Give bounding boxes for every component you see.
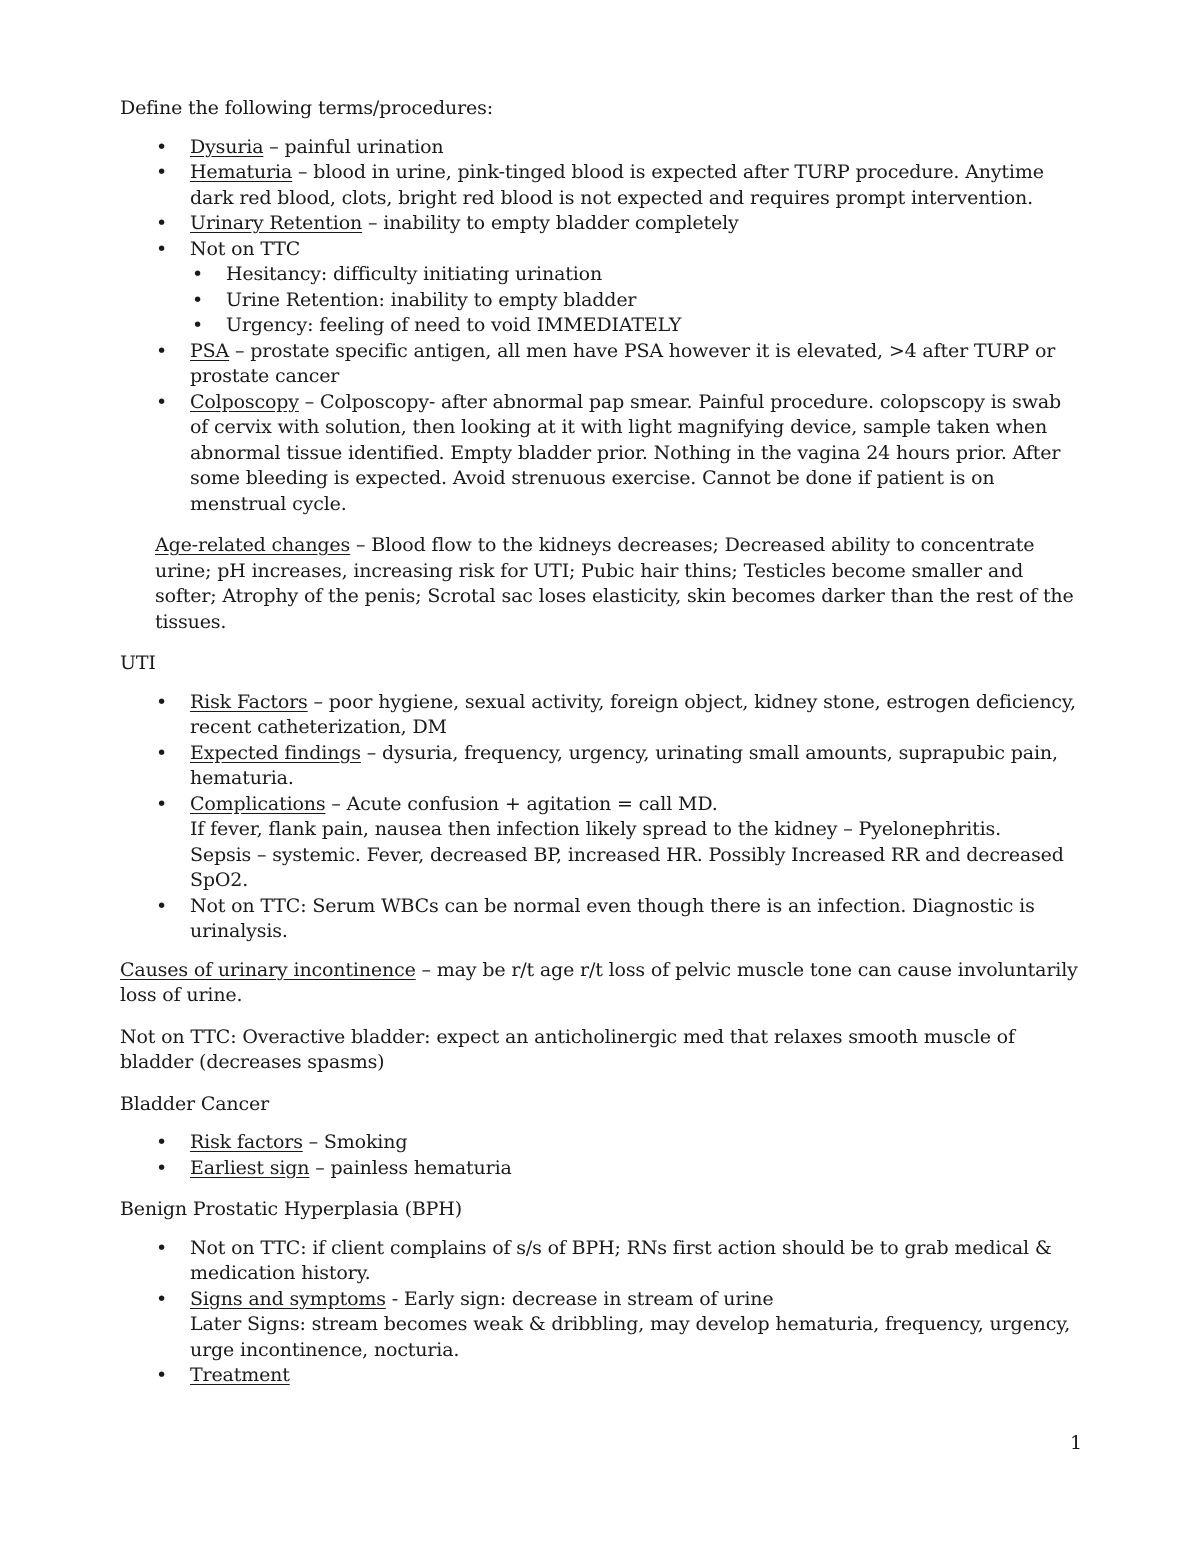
definition: – painless hematuria (309, 1156, 512, 1179)
definition: – prostate specific antigen, all men have PSA however it is elevated, >4 after TURP or prostate cancer (190, 339, 1056, 387)
list-item (120, 741, 1085, 792)
list-item (120, 1130, 1085, 1156)
uti-list (120, 690, 1085, 945)
term: PSA (190, 339, 230, 362)
list-item (120, 135, 1085, 161)
definition: – Colposcopy- after abnormal pap smear. Painful procedure. colopscopy is swab of cervix with solution, then looking at it with light magnifying device, sample taken when abnormal tissue identified. Empty bladder prior. Nothing in the vagina 24 hours prior. After some bleeding is expected. Avoid strenuous exercise. Cannot be done if patient is on menstrual cycle. (190, 390, 1062, 515)
term: Urinary Retention (190, 212, 363, 234)
term: Dysuria (190, 135, 264, 158)
definition: – may be r/t age r/t loss of pelvic muscle tone can cause involuntarily loss of urine. (120, 958, 1078, 1006)
definition: – Acute confusion + agitation = call MD. (325, 792, 718, 815)
bph-list (120, 1236, 1085, 1389)
list-item (120, 237, 1085, 263)
term: Risk Factors (190, 690, 308, 713)
overactive-bladder-paragraph: Not on TTC: Overactive bladder: expect an anticholinergic med that relaxes smooth muscle of bladder (decreases spasms) (120, 1025, 1015, 1073)
term: Treatment (190, 1364, 290, 1386)
definition: – dysuria, frequency, urgency, urinating small amounts, suprapubic pain, hematuria. (190, 741, 1058, 789)
definition: – poor hygiene, sexual activity, foreign object, kidney stone, estrogen deficiency, recent catheterization, DM (190, 690, 1076, 738)
definition: – Blood flow to the kidneys decreases; Decreased ability to concentrate urine; pH increases, increasing risk for UTI; Pubic hair thins; Testicles become smaller and softer; Atrophy of the penis; Scrotal sac loses elasticity, skin becomes darker than the rest of the tissues. (155, 534, 1074, 633)
complication-line: Sepsis – systemic. Fever, decreased BP, increased HR. Possibly Increased RR and decreased SpO2. (190, 843, 1064, 891)
document-page (120, 96, 1085, 1389)
complication-line: If fever, flank pain, nausea then infection likely spread to the kidney – Pyelonephritis. (190, 818, 1002, 840)
term: Risk factors (190, 1131, 303, 1153)
list-item (120, 690, 1085, 741)
list-item (120, 160, 1085, 211)
uti-heading: UTI (120, 652, 156, 674)
bladder-cancer-heading: Bladder Cancer (120, 1092, 270, 1115)
intro-line: Define the following terms/procedures: (120, 97, 493, 119)
definitions-list-continued (120, 339, 1085, 518)
list-item (120, 390, 1085, 518)
page-number: 1 (1070, 1432, 1083, 1454)
age-related-paragraph (120, 533, 1085, 635)
definition: – inability to empty bladder completely (362, 212, 739, 234)
list-item: • Not on TTC: Serum WBCs can be normal even though there is an infection. Diagnostic is urinalysis. (120, 894, 1085, 945)
term: Age-related changes (155, 534, 351, 556)
term: Signs and symptoms (190, 1287, 386, 1310)
later-signs-line: Later Signs: stream becomes weak & dribbling, may develop hematuria, frequency, urgency, urge incontinence, nocturia. (190, 1313, 1071, 1361)
term: Colposcopy (190, 390, 299, 413)
list-item: • Not on TTC: if client complains of s/s of BPH; RNs first action should be to grab medical & medication history. (120, 1236, 1085, 1287)
sub-list-item: • Hesitancy: difficulty initiating urination (120, 262, 1085, 288)
definitions-list (120, 135, 1085, 263)
definition: – Smoking (302, 1131, 408, 1153)
definition: – blood in urine, pink-tinged blood is expected after TURP procedure. Anytime dark red blood, clots, bright red blood is not expected and requires prompt intervention. (190, 161, 1044, 209)
term: Hematuria (190, 161, 293, 183)
list-item (120, 1156, 1085, 1182)
term: Expected findings (190, 741, 361, 764)
list-item (120, 1287, 1085, 1364)
bladder-cancer-list (120, 1130, 1085, 1181)
term: Causes of urinary incontinence (120, 958, 416, 981)
sub-list (120, 262, 1085, 339)
not-on-ttc-label: Not on TTC (190, 237, 301, 260)
list-item (120, 211, 1085, 237)
bph-heading: Benign Prostatic Hyperplasia (BPH) (120, 1198, 462, 1220)
sub-list-item: • Urine Retention: inability to empty bladder (120, 288, 1085, 314)
sub-list-item: • Urgency: feeling of need to void IMMEDIATELY (120, 313, 1085, 339)
term: Complications (190, 792, 326, 815)
list-item (120, 792, 1085, 894)
list-item (120, 1363, 1085, 1389)
incontinence-paragraph (120, 958, 1085, 1009)
list-item (120, 339, 1085, 390)
term: Earliest sign (190, 1156, 310, 1179)
definition: – painful urination (263, 135, 444, 158)
definition: - Early sign: decrease in stream of urine (385, 1287, 774, 1310)
